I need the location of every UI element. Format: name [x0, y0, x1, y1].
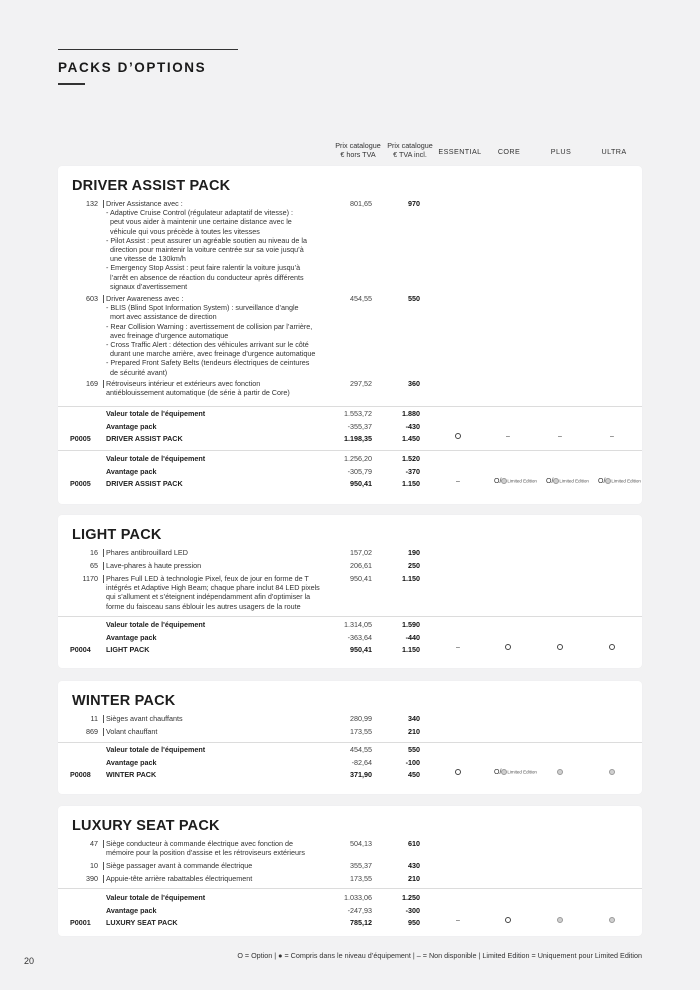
pack-card — [58, 806, 642, 936]
col-header-ht-line1: Prix catalogue — [335, 141, 381, 150]
separator-bar — [103, 715, 104, 723]
price-ttc: 970 — [408, 199, 420, 208]
option-description — [106, 574, 346, 611]
advantage-row-ht: -247,93 — [347, 905, 372, 915]
page-number: 20 — [24, 956, 35, 966]
trim-availability — [540, 644, 580, 651]
divider — [58, 406, 642, 407]
description-line: - Emergency Stop Assist : peut faire ralentir la voiture jusqu’à — [106, 263, 301, 273]
total-row-ht: 1.553,72 — [344, 409, 372, 418]
col-header-ttc-line2: € TVA incl. — [393, 150, 427, 159]
advantage-row-label: Avantage pack — [106, 905, 157, 915]
pack-price-row-ttc: 450 — [408, 770, 420, 780]
option-symbol: O/ — [494, 478, 502, 486]
trim-availability — [438, 644, 478, 651]
total-row-ttc: 1.590 — [402, 620, 420, 629]
pack-title: WINTER PACK — [72, 693, 176, 709]
limited-edition-tag: Limited Edition — [611, 478, 641, 484]
pack-card — [58, 515, 642, 668]
description-line: - Cross Traffic Alert : détection des véhicules arrivant sur le côté — [106, 340, 309, 350]
total-row-label: Valeur totale de l'équipement — [106, 893, 206, 902]
description-line: qui s’allument et s’éteignent indépendamment afin d’optimiser la — [106, 592, 311, 602]
option-code: 10 — [90, 861, 98, 870]
price-ht: 355,37 — [350, 861, 372, 870]
option-description — [106, 874, 346, 883]
pack-price-row-ht: 1.198,35 — [344, 434, 372, 444]
pack-price-row-label: LIGHT PACK — [106, 645, 150, 655]
option-description — [106, 861, 346, 870]
included-dot-icon — [557, 917, 563, 923]
option-description — [106, 727, 346, 736]
col-header-ht-line2: € hors TVA — [340, 150, 376, 159]
separator-bar — [103, 549, 104, 557]
description-line: Sièges avant chauffants — [106, 714, 183, 723]
description-line: - Rear Collision Warning : avertissement de collision par l’arrière, — [106, 321, 313, 331]
description-line: Siège conducteur à commande électrique avec fonction de — [106, 839, 293, 848]
price-ttc: 550 — [408, 294, 420, 303]
trim-availability — [438, 917, 478, 924]
separator-bar — [103, 875, 104, 883]
total-row-ttc: 550 — [408, 745, 420, 754]
description-line: l’arrêt en absence de réaction du conducteur après différents — [106, 272, 304, 282]
pack-price-row-ttc: 1.150 — [402, 645, 420, 655]
pack-price-row-ht: 950,41 — [350, 645, 372, 655]
divider — [58, 742, 642, 743]
option-description — [106, 839, 346, 857]
option-circle-icon — [505, 917, 511, 923]
option-code: 169 — [86, 379, 98, 388]
advantage-row-ttc: -300 — [405, 905, 420, 915]
not-available-dash: – — [558, 433, 562, 441]
option-code: 16 — [90, 548, 98, 557]
option-circle-icon — [505, 644, 511, 650]
limited-edition-tag: Limited Edition — [559, 478, 589, 484]
description-line: mémoire pour la position d’assise et les rétroviseurs extérieurs — [106, 848, 305, 858]
description-line: - BLIS (Blind Spot Information System) : surveillance d’angle — [106, 303, 299, 313]
total-row-ht: 454,55 — [350, 745, 372, 754]
description-line: Driver Awareness avec : — [106, 294, 184, 303]
option-code: 603 — [86, 294, 98, 303]
pack-price-row-ttc: 1.150 — [402, 479, 420, 489]
separator-bar — [103, 562, 104, 570]
pack-card — [58, 681, 642, 794]
not-available-dash: – — [610, 433, 614, 441]
total-row-ht: 1.256,20 — [344, 454, 372, 463]
advantage-row-ht: -305,79 — [347, 466, 372, 476]
col-header-ht — [330, 141, 386, 159]
description-line: Phares antibrouillard LED — [106, 548, 188, 557]
description-line: Volant chauffant — [106, 727, 158, 736]
total-row-ttc: 1.520 — [402, 454, 420, 463]
description-line: une vitesse de 130km/h — [106, 254, 186, 264]
option-code: 11 — [90, 714, 98, 723]
description-line: antiéblouissement automatique (de série à partir de Core) — [106, 388, 290, 398]
description-line: direction pour maintenir la voiture centrée sur sa voie jusqu’à — [106, 245, 304, 255]
not-available-dash: – — [456, 644, 460, 652]
total-row-ttc: 1.880 — [402, 409, 420, 418]
description-line: signaux d’avertissement — [106, 281, 188, 291]
price-ht: 157,02 — [350, 548, 372, 557]
pack-title: DRIVER ASSIST PACK — [72, 178, 231, 194]
trim-availability — [540, 769, 580, 776]
description-line: Appuie-tête arrière rabattables électriquement — [106, 874, 253, 883]
col-header-ttc-line1: Prix catalogue — [387, 141, 433, 150]
trim-availability — [438, 478, 478, 485]
option-symbol: O/ — [494, 769, 502, 777]
advantage-row-label: Avantage pack — [106, 421, 157, 431]
limited-edition-tag: Limited Edition — [507, 769, 537, 775]
advantage-row-ttc: -430 — [405, 421, 420, 431]
advantage-row-ht: -355,37 — [347, 421, 372, 431]
pack-code: P0008 — [70, 770, 91, 780]
divider — [58, 450, 642, 451]
option-description — [106, 561, 346, 570]
advantage-row-label: Avantage pack — [106, 757, 157, 767]
trim-availability — [488, 433, 528, 440]
price-ttc: 360 — [408, 379, 420, 388]
advantage-row-ttc: -370 — [405, 466, 420, 476]
trim-availability — [438, 769, 478, 776]
description-line: peut vous aider à maintenir une certaine distance avec le — [106, 217, 292, 227]
total-row-label: Valeur totale de l'équipement — [106, 409, 206, 418]
price-ht: 801,65 — [350, 199, 372, 208]
advantage-row-ttc: -440 — [405, 632, 420, 642]
option-code: 132 — [86, 199, 98, 208]
separator-bar — [103, 862, 104, 870]
description-line: Lave-phares à haute pression — [106, 561, 202, 570]
col-header-ttc — [384, 141, 436, 159]
separator-bar — [103, 200, 104, 208]
price-ht: 950,41 — [350, 574, 372, 583]
pack-price-row-ttc: 950 — [408, 918, 420, 928]
trim-availability — [438, 433, 478, 440]
option-code: 65 — [90, 561, 98, 570]
trim-availability — [592, 917, 632, 924]
advantage-row-label: Avantage pack — [106, 632, 157, 642]
advantage-row-ttc: -100 — [405, 757, 420, 767]
advantage-row-ht: -363,64 — [347, 632, 372, 642]
price-ttc: 610 — [408, 839, 420, 848]
included-dot-icon — [609, 917, 615, 923]
price-ht: 173,55 — [350, 727, 372, 736]
option-code: 1170 — [82, 574, 98, 583]
title-underline — [58, 83, 85, 85]
pack-title: LUXURY SEAT PACK — [72, 818, 220, 834]
trim-availability — [494, 478, 552, 485]
separator-bar — [103, 575, 104, 583]
trim-availability — [540, 433, 580, 440]
description-line: Rétroviseurs intérieur et extérieurs avec fonction — [106, 379, 261, 388]
description-line: Siège passager avant à commande électrique — [106, 861, 253, 870]
option-code: 47 — [90, 839, 98, 848]
price-ht: 173,55 — [350, 874, 372, 883]
included-dot-icon — [609, 769, 615, 775]
trim-availability — [592, 644, 632, 651]
total-row-label: Valeur totale de l'équipement — [106, 620, 206, 629]
pack-price-row-ht: 950,41 — [350, 479, 372, 489]
pack-card — [58, 166, 642, 504]
trim-availability — [598, 478, 656, 485]
pack-price-row-ttc: 1.450 — [402, 434, 420, 444]
price-ttc: 210 — [408, 727, 420, 736]
pack-title: LIGHT PACK — [72, 527, 162, 543]
price-ttc: 210 — [408, 874, 420, 883]
total-row-ttc: 1.250 — [402, 893, 420, 902]
description-line: de sécurité avant) — [106, 367, 168, 377]
advantage-row-ht: -82,64 — [351, 757, 372, 767]
pack-price-row-label: LUXURY SEAT PACK — [106, 918, 178, 928]
pack-price-row-label: DRIVER ASSIST PACK — [106, 434, 183, 444]
option-circle-icon — [609, 644, 615, 650]
option-circle-icon — [557, 644, 563, 650]
trim-availability — [546, 478, 604, 485]
pack-price-row-ht: 371,90 — [350, 770, 372, 780]
separator-bar — [103, 380, 104, 388]
price-ht: 454,55 — [350, 294, 372, 303]
option-description — [106, 379, 346, 397]
pack-code: P0005 — [70, 434, 91, 444]
separator-bar — [103, 840, 104, 848]
option-symbol: O/ — [598, 478, 606, 486]
option-code: 869 — [86, 727, 98, 736]
description-line: - Adaptive Cruise Control (régulateur adaptatif de vitesse) : — [106, 208, 293, 218]
separator-bar — [103, 295, 104, 303]
pack-price-row-label: WINTER PACK — [106, 770, 157, 780]
option-description — [106, 714, 346, 723]
separator-bar — [103, 728, 104, 736]
option-symbol: O/ — [546, 478, 554, 486]
pack-code: P0004 — [70, 645, 91, 655]
limited-edition-tag: Limited Edition — [507, 478, 537, 484]
price-ttc: 430 — [408, 861, 420, 870]
option-circle-icon — [455, 433, 461, 439]
divider — [58, 888, 642, 889]
description-line: véhicule qui vous précède à toutes les vitesses — [106, 226, 260, 236]
pack-code: P0005 — [70, 479, 91, 489]
total-row-ht: 1.033,06 — [344, 893, 372, 902]
description-line: avec freinage d’urgence automatique — [106, 330, 229, 340]
not-available-dash: – — [506, 433, 510, 441]
trim-availability — [540, 917, 580, 924]
price-ht: 504,13 — [350, 839, 372, 848]
total-row-label: Valeur totale de l'équipement — [106, 745, 206, 754]
trim-availability — [488, 644, 528, 651]
option-description — [106, 199, 346, 291]
option-description — [106, 548, 346, 557]
pack-code: P0001 — [70, 918, 91, 928]
not-available-dash: – — [456, 917, 460, 925]
price-ht: 280,99 — [350, 714, 372, 723]
total-row-ht: 1.314,05 — [344, 620, 372, 629]
option-circle-icon — [455, 769, 461, 775]
pack-price-row-label: DRIVER ASSIST PACK — [106, 479, 183, 489]
description-line: Phares Full LED à technologie Pixel, feux de jour en forme de T — [106, 574, 309, 583]
col-header-essential: ESSENTIAL — [438, 147, 482, 156]
description-line: forme du faisceau sans éblouir les autres usagers de la route — [106, 601, 301, 611]
header-rule — [58, 49, 238, 50]
page-title: PACKS D’OPTIONS — [58, 60, 207, 75]
pack-price-row-ht: 785,12 — [350, 918, 372, 928]
trim-availability — [592, 769, 632, 776]
option-code: 390 — [86, 874, 98, 883]
col-header-plus: PLUS — [550, 147, 572, 156]
price-ttc: 1.150 — [402, 574, 420, 583]
description-line: mort avec assistance de direction — [106, 312, 217, 322]
price-ttc: 190 — [408, 548, 420, 557]
not-available-dash: – — [456, 478, 460, 486]
price-ttc: 340 — [408, 714, 420, 723]
price-ht: 297,52 — [350, 379, 372, 388]
price-ht: 206,61 — [350, 561, 372, 570]
total-row-label: Valeur totale de l'équipement — [106, 454, 206, 463]
description-line: - Pilot Assist : peut assurer un agréable soutien au niveau de la — [106, 235, 307, 245]
divider — [58, 616, 642, 617]
advantage-row-label: Avantage pack — [106, 466, 157, 476]
col-header-ultra: ULTRA — [601, 147, 627, 156]
option-description — [106, 294, 346, 377]
trim-availability — [488, 917, 528, 924]
description-line: intégrés et Adaptive High Beam; chaque phare inclut 84 LED pixels — [106, 583, 320, 593]
description-line: durant une marche arrière, avec freinage d’urgence automatique — [106, 349, 316, 359]
trim-availability — [592, 433, 632, 440]
col-header-core: CORE — [497, 147, 521, 156]
legend-note: O = Option | ● = Compris dans le niveau d’équipement | – = Non disponible | Limited Edition = Uniquement pour Limited Edition — [237, 951, 642, 960]
included-dot-icon — [557, 769, 563, 775]
description-line: - Prepared Front Safety Belts (tendeurs électriques de ceintures — [106, 358, 310, 368]
price-ttc: 250 — [408, 561, 420, 570]
description-line: Driver Assistance avec : — [106, 199, 183, 208]
